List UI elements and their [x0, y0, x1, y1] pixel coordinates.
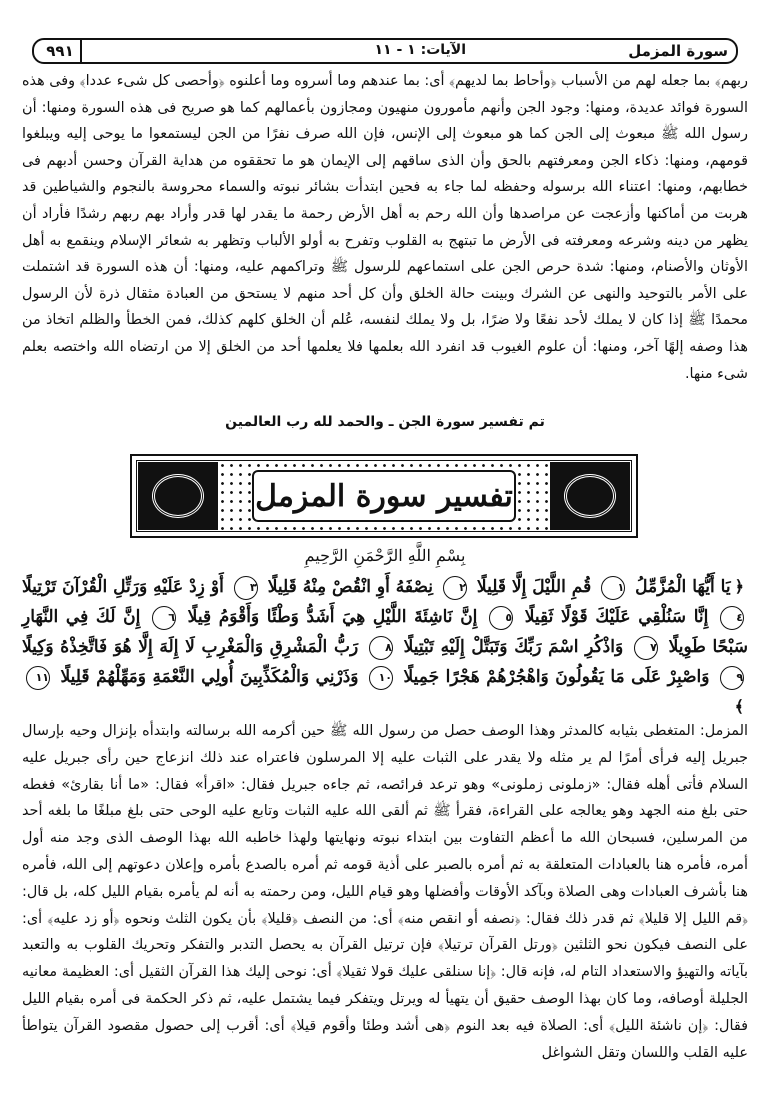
ayah-number-marker: ٤ — [720, 606, 744, 630]
running-header — [32, 38, 738, 64]
verse-text: قُمِ اللَّيْلَ إِلَّا قَلِيلًا — [470, 577, 592, 597]
page-number: ٩٩١ — [40, 39, 82, 63]
verse-text: وَاذْكُرِ اسْمَ رَبِّكَ وَتَبَتَّلْ إِلَيْهِ تَبْتِيلًا — [396, 637, 624, 657]
ayah-number-marker: ٢ — [443, 576, 467, 600]
verse-text: إِنَّ نَاشِئَةَ اللَّيْلِ هِيَ أَشَدُّ وَطْئًا وَأَقْوَمُ قِيلًا — [180, 607, 478, 627]
verse-text: رَبُّ الْمَشْرِقِ وَالْمَغْرِبِ لَا إِلَهَ إِلَّا هُوَ فَاتَّخِذْهُ وَكِيلًا — [22, 637, 359, 657]
ayah-number-marker: ٩ — [720, 666, 744, 690]
ayat-range: الآيات: ١ - ١١ — [374, 42, 466, 58]
verse-text: إِنَّا سَنُلْقِي عَلَيْكَ قَوْلًا ثَقِيلًا — [517, 607, 709, 627]
verse-list — [22, 577, 748, 687]
tafsir-paragraph-jinn-end: ربهم﴾ بما جعله لهم من الأسباب ﴿وأحاط بما لديهم﴾ أى: بما عندهم وما أسروه وما أعلنوه ﴿وأحصى كل شىء عددا﴾ وفى هذه السورة فوائد عديدة، ومنها: وجود الجن وأنهم مأمورون منهيون ومجازون بأعمالهم كما هو صريح فى هذه السورة ومنها: أن رسول الله ﷺ مبعوث إلى الجن كما هو مبعوث إلى الإنس، فإن الله صرف نفرًا من الجن ليستمعوا ما يوحى إليه ويبلغوا قومهم، ومنها: ذكاء الجن ومعرفتهم بالحق وأن الذى ساقهم إلى الإيمان هو ما تحققوه من هداية القرآن وحسن أدبهم فى خطابهم، ومنها: اعتناء الله برسوله وحفظه لما جاء به فحين ابتدأت بشائر نبوته والسماء محروسة بالنجوم والشياطين قد هربت من أماكنها وأزعجت عن مراصدها وأن الله رحم به أهل الأرض رحمة ما يقدر لها قدر وأراد بهم ربهم رشدًا فأراد أن يظهر من دينه وشرعه ومعرفته فى الأرض ما تبتهج به القلوب وتفرح به أولو الألباب وتظهر به شعائر الإسلام وينقمع به أهل الأوثان والأصنام، ومنها: شدة حرص الجن على استماعهم للرسول ﷺ وتراكمهم عليه، ومنها: أن هذه السورة قد اشتملت على الأمر بالتوحيد والنهى عن الشرك وبينت حالة الخلق وأن كل أحد منهم لا يستحق من العبادة مثقال ذرة لأن الرسول محمدًا ﷺ إذا كان لا يملك لأحد نفعًا ولا ضرًا، بل ولا يملك لنفسه، عُلم أن الخلق كلهم كذلك، فمن الخطأ والظلم اتخاذ من هذا وصفه إلهًا آخر، ومنها: أن علوم الغيوب قد انفرد الله بعلمها فلا يعلمها أحد من الخلق إلا من ارتضاه الله واختصه بعلم شىء منها. — [22, 73, 748, 382]
closing-line: تم تفسير سورة الجن ـ والحمد لله رب العالمين — [225, 414, 545, 430]
closing-note — [22, 410, 748, 434]
quran-verses — [22, 572, 748, 722]
ayah-number-marker: ١٠ — [369, 666, 393, 690]
verse-text: يَا أَيُّهَا الْمُزَّمِّلُ — [629, 577, 731, 597]
ornate-bracket-open-icon: ﴿ — [734, 577, 744, 596]
verse-text: نِصْفَهُ أَوِ انْقُصْ مِنْهُ قَلِيلًا — [261, 577, 433, 597]
ayah-number-marker: ٧ — [634, 636, 658, 660]
verse-text: أَوْ زِدْ عَلَيْهِ وَرَتِّلِ الْقُرْآنَ تَرْتِيلًا — [22, 577, 224, 597]
ornate-bracket-close-icon: ﴾ — [734, 697, 744, 716]
surah-title-banner — [130, 454, 638, 538]
banner-ornament-right — [550, 462, 630, 530]
ayah-number-marker: ١ — [601, 576, 625, 600]
ayah-number-marker: ٣ — [234, 576, 258, 600]
ayah-number-marker: ٥ — [489, 606, 513, 630]
basmala: بِسْمِ اللَّهِ الرَّحْمَنِ الرَّحِيمِ — [304, 546, 466, 565]
ayah-number-marker: ١١ — [26, 666, 50, 690]
ayah-number-marker: ٨ — [369, 636, 393, 660]
verse-text: وَاصْبِرْ عَلَى مَا يَقُولُونَ وَاهْجُرْهُمْ هَجْرًا جَمِيلًا — [397, 667, 710, 687]
surah-name: سورة المزمل — [628, 42, 728, 60]
ayah-number-marker: ٦ — [152, 606, 176, 630]
tafsir-paragraph-muzzammil: المزمل: المتغطى بثيابه كالمدثر وهذا الوصف حصل من رسول الله ﷺ حين أكرمه الله برسالته وابتدأه بإنزال وحيه بإرسال جبريل إليه فرأى أمرًا لم ير مثله ولا يقدر على الثبات عليه إلا المرسلون فاعتراه عند ذلك انزعاج حين رأى جبريل عليه السلام فأتى أهله فقال: «زملونى زملونى» وهو ترعد فرائصه، ثم جاءه جبريل فقال: «اقرأ» فقال: «ما أنا بقارئ» فغطه حتى بلغ منه الجهد وهو يعالجه على القراءة، فقرأ ﷺ ثم ألقى الله عليه الثبات وتابع عليه الوحى حتى بلغ مبلغًا ما بلغه أحد من المرسلين، فسبحان الله ما أعظم التفاوت بين ابتداء نبوته ونهايتها ولهذا خاطبه الله بهذا الوصف الذى وجد منه أول أمره، فأمره هنا بالعبادات المتعلقة به ثم أمره بالصبر على أذية قومه ثم أمره بالصدع بأمره وإعلان دعوتهم إلى الله، فأمره هنا بأشرف العبادات وهى الصلاة وبآكد الأوقات وأفضلها وهو قيام الليل، ومن رحمته به أنه لم يأمره بقيام الليل كله، بل قال: ﴿قم الليل إلا قليلا﴾ ثم قدر ذلك فقال: ﴿نصفه أو انقص منه﴾ أى: من النصف ﴿قليلا﴾ بأن يكون الثلث ونحوه ﴿أو زد عليه﴾ أى: على النصف فيكون نحو الثلثين ﴿ورتل القرآن ترتيلا﴾ فإن ترتيل القرآن به يحصل التدبر والتفكر وتحريك القلوب به والتعبد بآياته والتهيؤ والاستعداد التام له، فإنه قال: ﴿إنا سنلقى عليك قولا ثقيلا﴾ أى: نوحى إليك هذا القرآن الثقيل أى: العظيمة معانيه الجليلة أوصافه، وما كان بهذا الوصف حقيق أن يتهيأ له ويرتل ويتفكر فيما يشتمل عليه، ثم ذكر الحكمة فى أمره بقيام الليل فقال: ﴿إن ناشئة الليل﴾ أى: الصلاة فيه بعد النوم ﴿هى أشد وطئا وأقوم قيلا﴾ أى: أقرب إلى حصول مقصود القرآن يتواطأ عليه القلب واللسان وتقل الشواغل — [22, 723, 748, 1061]
banner-ornament-left — [138, 462, 218, 530]
verse-text: وَذَرْنِي وَالْمُكَذِّبِينَ أُولِي النَّعْمَةِ وَمَهِّلْهُمْ قَلِيلًا — [54, 667, 359, 687]
surah-title: تفسير سورة المزمل — [252, 470, 516, 522]
verse-text: إِنَّ لَكَ فِي النَّهَارِ سَبْحًا طَوِيلًا — [22, 607, 749, 657]
